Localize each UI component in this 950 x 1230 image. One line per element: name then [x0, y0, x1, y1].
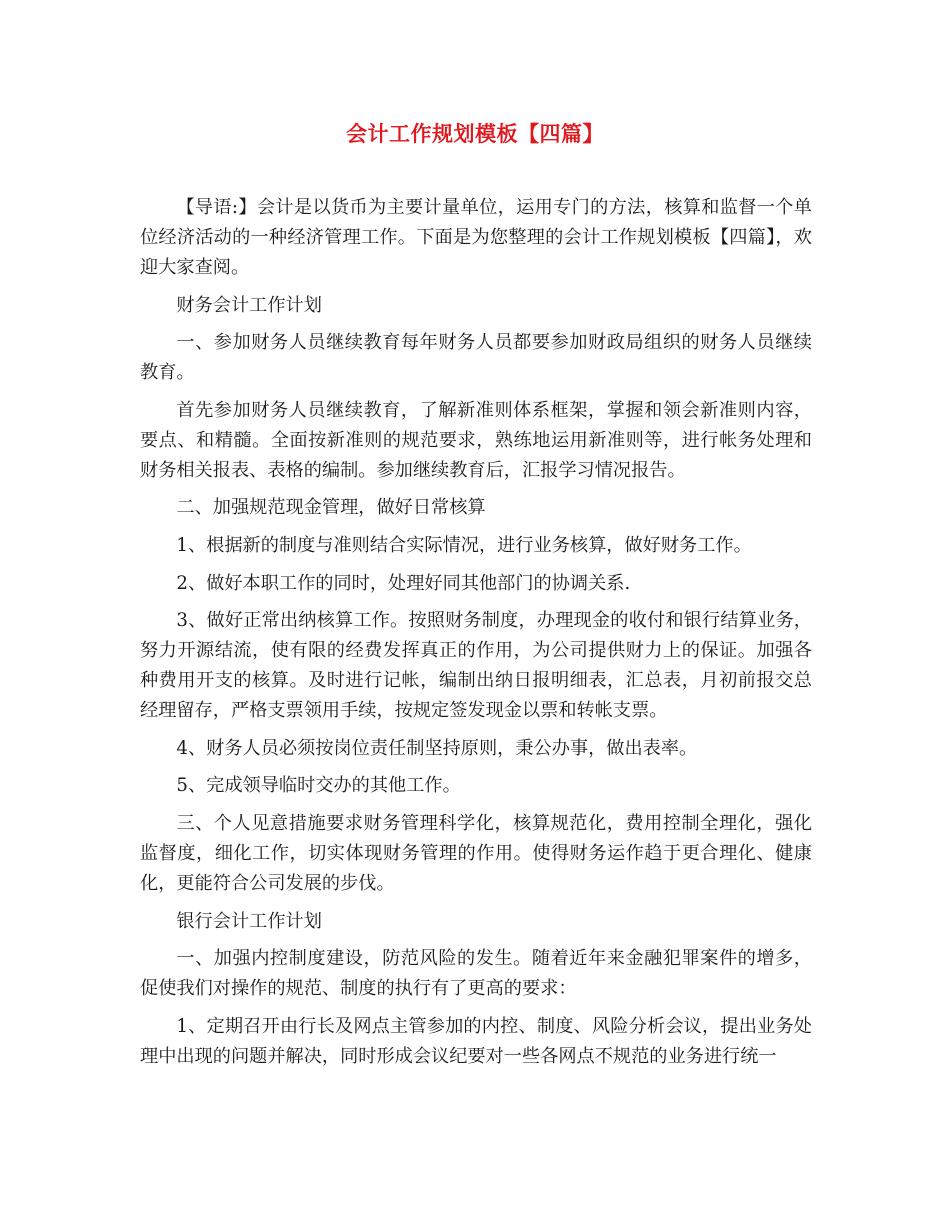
- paragraph: 5、完成领导临时交办的其他工作。: [176, 775, 461, 797]
- paragraph: 二、加强规范现金管理，做好日常核算: [176, 497, 486, 519]
- document-title: 会计工作规划模板【四篇】: [346, 121, 604, 146]
- paragraph: 一、加强内控制度建设，防范风险的发生。随着近年来金融犯罪案件的增多，促使我们对操作的规范、制度的执行有了更高的要求：: [140, 948, 812, 1000]
- paragraph: 3、做好正常出纳核算工作。按照财务制度，办理现金的收付和银行结算业务，努力开源结流，使有限的经费发挥真正的作用，为公司提供财力上的保证。加强各种费用开支的核算。及时进行记帐，编制出纳日报明细表，汇总表，月初前报交总经理留存，严格支票领用手续，按规定签发现金以票和转帐支票。: [140, 610, 812, 722]
- paragraph: 首先参加财务人员继续教育，了解新准则体系框架，掌握和领会新准则内容，要点、和精髓。全面按新准则的规范要求，熟练地运用新准则等，进行帐务处理和财务相关报表、表格的编制。参加继续教育后，汇报学习情况报告。: [140, 399, 812, 481]
- paragraph: 2、做好本职工作的同时，处理好同其他部门的协调关系.: [176, 572, 631, 594]
- paragraph-intro: 【导语:】会计是以货币为主要计量单位，运用专门的方法，核算和监督一个单位经济活动的一种经济管理工作。下面是为您整理的会计工作规划模板【四篇】，欢迎大家查阅。: [140, 197, 812, 278]
- paragraph: 一、参加财务人员继续教育每年财务人员都要参加财政局组织的财务人员继续教育。: [140, 332, 812, 384]
- document-body: [140, 193, 812, 1079]
- paragraph: 三、个人见意措施要求财务管理科学化，核算规范化，费用控制全理化，强化监督度，细化工作，切实体现财务管理的作用。使得财务运作趋于更合理化、健康化，更能符合公司发展的步伐。: [140, 812, 812, 894]
- paragraph: 1、根据新的制度与准则结合实际情况，进行业务核算，做好财务工作。: [176, 534, 752, 556]
- paragraph: 4、财务人员必须按岗位责任制坚持原则，秉公办事，做出表率。: [176, 737, 698, 759]
- paragraph: 1、定期召开由行长及网点主管参加的内控、制度、风险分析会议，提出业务处理中出现的问题并解决，同时形成会议纪要对一些各网点不规范的业务进行统一: [140, 1015, 812, 1067]
- section-heading-financial-accounting: 财务会计工作计划: [176, 294, 322, 316]
- section-heading-bank-accounting: 银行会计工作计划: [176, 910, 322, 932]
